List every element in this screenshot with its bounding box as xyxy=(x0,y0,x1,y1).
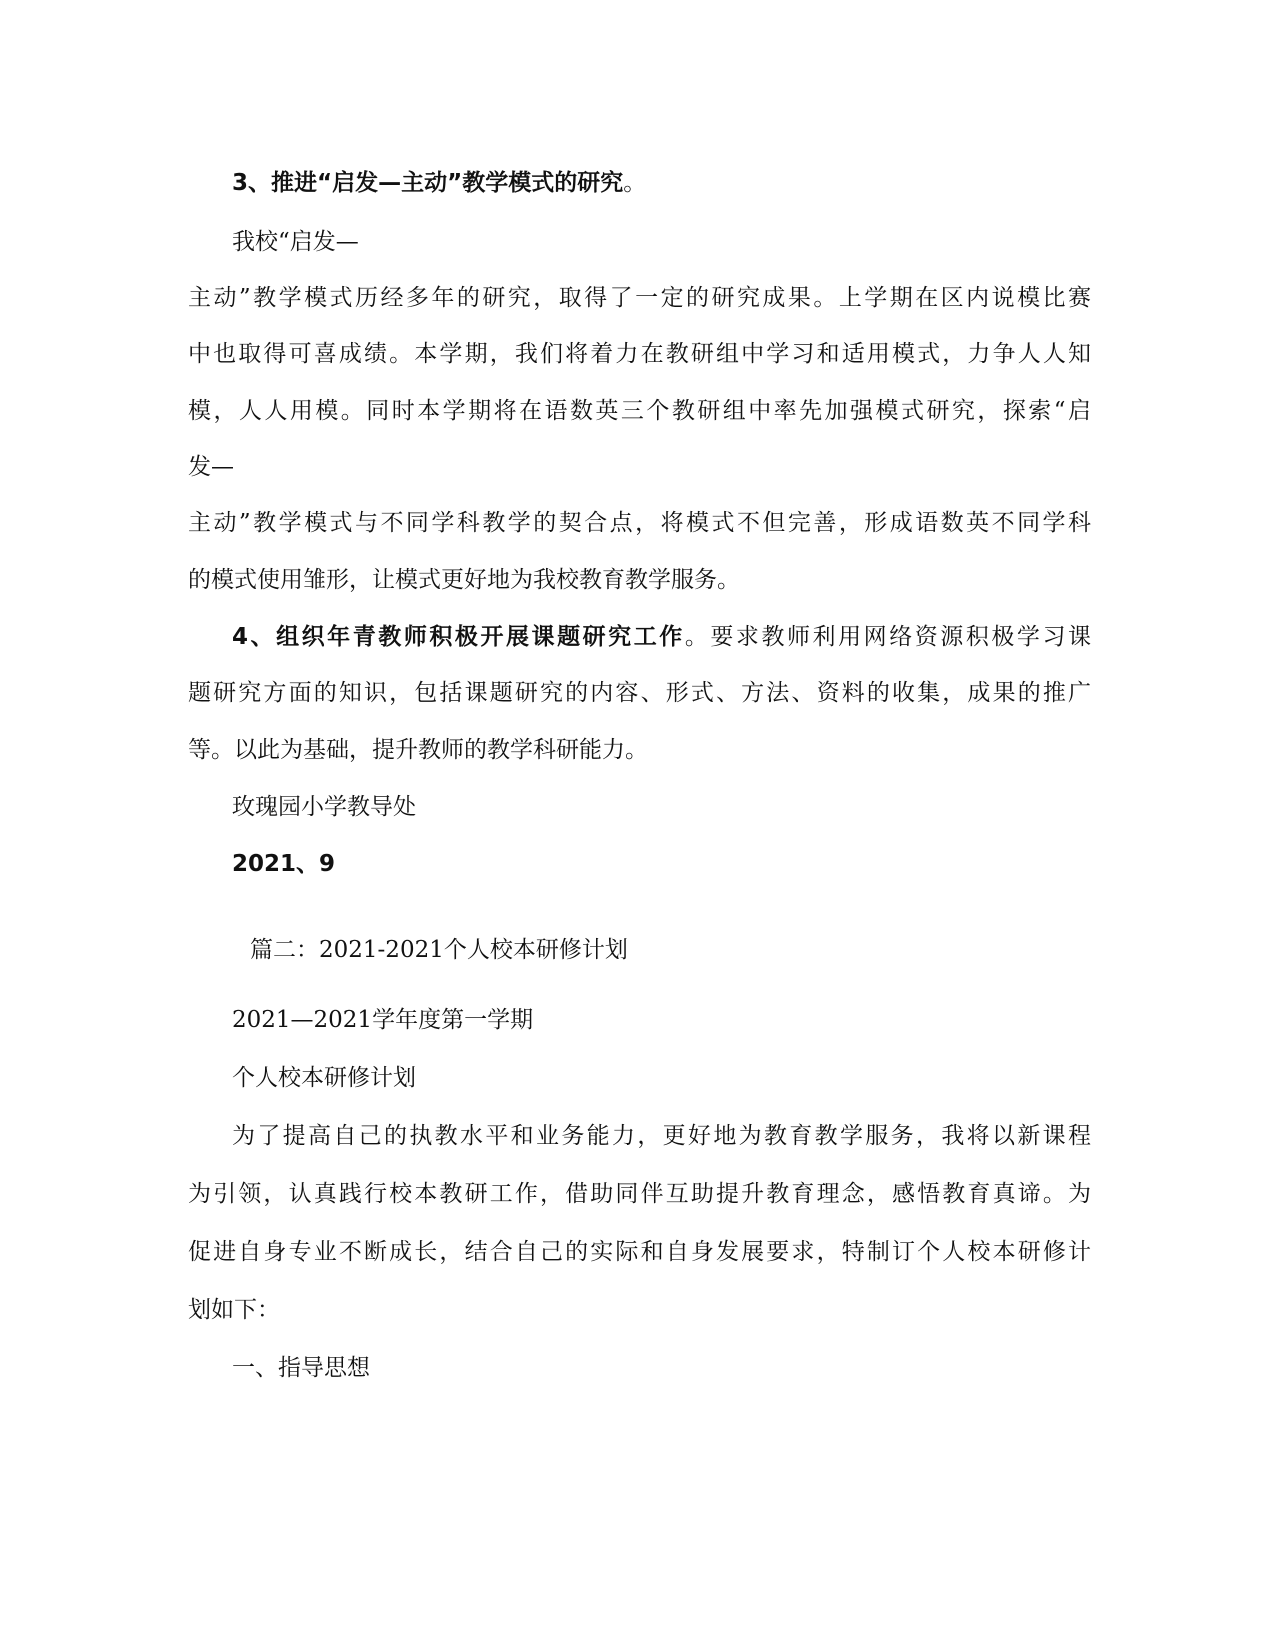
section4-line: 等。以此为基础，提升教师的教学科研能力。 xyxy=(188,737,648,763)
part2-paragraph-line: 为引领，认真践行校本教研工作，借助同伴互助提升教育理念，感悟教育真谛。为 xyxy=(188,1181,1091,1207)
part2-paragraph-line: 为了提高自己的执教水平和业务能力，更好地为教育教学服务，我将以新课程 xyxy=(232,1123,1091,1149)
section3-line: 中也取得可喜成绩。本学期，我们将着力在教研组中学习和适用模式，力争人人知 xyxy=(188,341,1091,367)
part2-section-heading: 一、指导思想 xyxy=(232,1355,370,1381)
section3-heading xyxy=(232,168,646,198)
section3-line: 我校“启发— xyxy=(232,229,359,255)
section3-line: 发— xyxy=(188,454,234,480)
section3-line: 主动”教学模式历经多年的研究，取得了一定的研究成果。上学期在区内说模比赛 xyxy=(188,285,1091,311)
section4-heading-bold: 4、组织年青教师积极开展课题研究工作 xyxy=(232,624,685,650)
part2-subtitle: 个人校本研修计划 xyxy=(232,1065,416,1091)
part2-title: 篇二：2021-2021个人校本研修计划 xyxy=(250,937,628,963)
section3-line: 的模式使用雏形，让模式更好地为我校教育教学服务。 xyxy=(188,567,740,593)
section3-line: 模，人人用模。同时本学期将在语数英三个教研组中率先加强模式研究，探索“启 xyxy=(188,398,1091,424)
part2-paragraph-line: 促进自身专业不断成长，结合自己的实际和自身发展要求，特制订个人校本研修计 xyxy=(188,1239,1091,1265)
section3-heading-bold: 3、推进“启发—主动”教学模式的研究 xyxy=(232,170,624,196)
signature-org: 玫瑰园小学教导处 xyxy=(232,794,416,820)
part2-subtitle: 2021—2021学年度第一学期 xyxy=(232,1007,534,1033)
section4-line1-rest: 。要求教师利用网络资源积极学习课 xyxy=(684,624,1092,650)
section4-heading xyxy=(232,622,1091,652)
signature-date: 2021、9 xyxy=(232,851,336,877)
section3-heading-end: 。 xyxy=(623,170,647,196)
section3-line: 主动”教学模式与不同学科教学的契合点，将模式不但完善，形成语数英不同学科 xyxy=(188,510,1091,536)
part2-paragraph-line: 划如下： xyxy=(188,1297,280,1323)
section4-line: 题研究方面的知识，包括课题研究的内容、形式、方法、资料的收集，成果的推广 xyxy=(188,680,1091,706)
